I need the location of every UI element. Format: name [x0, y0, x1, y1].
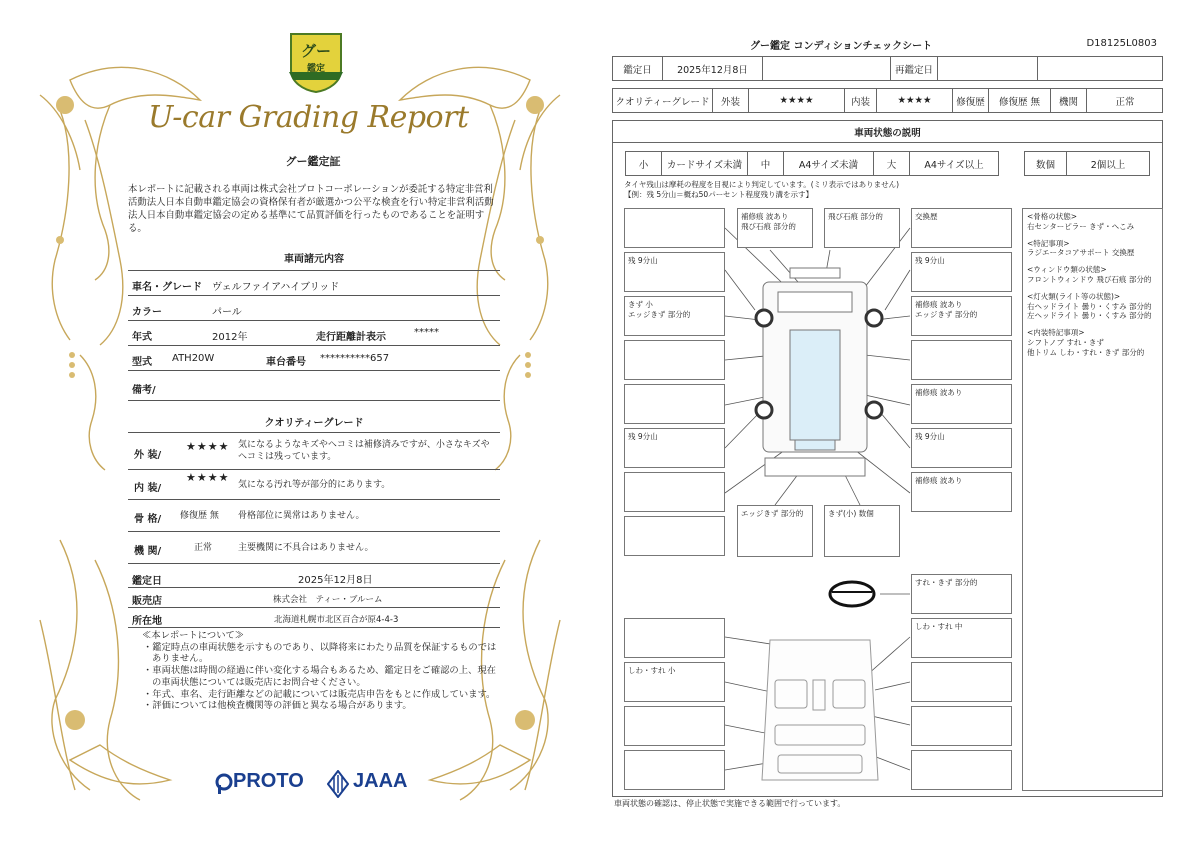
interior-text: 気になる汚れ等が部分的にあります。 — [238, 480, 391, 490]
condition-box-bottom: エッジきず 部分的 — [737, 505, 813, 557]
condition-notes-panel — [1022, 208, 1163, 791]
condition-box-left — [624, 472, 725, 512]
emblem-top-text: グー — [300, 42, 331, 60]
name-value: ヴェルファイアハイブリッド — [212, 282, 340, 293]
document-id: D18125L0803 — [1086, 38, 1157, 49]
history-value: 修復歴 無 — [989, 89, 1051, 112]
condition-box-left: 残 9分山 — [624, 428, 725, 468]
steering-condition-box: すれ・きず 部分的 — [911, 574, 1012, 614]
condition-box-left — [624, 340, 725, 380]
spec-row-remarks — [128, 371, 500, 401]
interior-box-right — [911, 750, 1012, 790]
note-item: ・評価については他検査機関等の評価と異なる場合があります。 — [143, 700, 412, 712]
interior-box-left: しわ・すれ 小 — [624, 662, 725, 702]
info-row-dealer — [128, 588, 500, 608]
mileage-value: ***** — [414, 327, 439, 338]
interior-diagram — [762, 640, 878, 780]
tire-note-line: 【例：残 5分山＝概ね50パーセント程度残り溝を示す】 — [624, 189, 814, 199]
frame-value: 修復歴 無 — [180, 511, 219, 521]
int-stars: ★★★★ — [877, 89, 953, 112]
interior-label: 内 装/ — [134, 483, 162, 494]
spec-row-name — [128, 271, 500, 296]
spec-row-year — [128, 321, 500, 346]
note-item: ・年式、車名、走行距離などの記載については販売店申告をもとに作成しています。 — [143, 688, 496, 700]
interior-box-left — [624, 618, 725, 658]
quality-row-exterior — [128, 433, 500, 470]
interior-box-left — [624, 750, 725, 790]
tire-note-line: タイヤ残山は摩耗の程度を目視により判定しています。(ミリ表示ではありません) — [624, 180, 900, 189]
exterior-label: 外 装/ — [134, 450, 162, 461]
quality-row-interior — [128, 470, 500, 500]
engine-value: 正常 — [194, 543, 213, 553]
proto-logo-text: PROTO — [233, 770, 304, 792]
certificate-heading: グー鑑定証 — [285, 155, 341, 168]
legend-mid-desc: A4サイズ未満 — [784, 152, 874, 175]
interior-notes: <内装特記事項> シフトノブ すれ・きず 他トリム しわ・すれ・きず 部分的 — [1027, 328, 1145, 357]
proto-logo-icon — [215, 773, 233, 795]
name-label: 車名・グレード — [132, 282, 202, 293]
emblem-bottom-text: 鑑定 — [306, 64, 325, 74]
interior-box-right: しわ・すれ 中 — [911, 618, 1012, 658]
condition-box-right: 補修痕 波あり エッジきず 部分的 — [911, 296, 1012, 336]
chassis-value: **********657 — [320, 353, 390, 364]
info-row-date — [128, 566, 500, 588]
chassis-label: 車台番号 — [266, 357, 306, 368]
legend-small: 小 — [626, 152, 662, 175]
frame-notes: <骨格の状態> 右センターピラー きず・へこみ — [1027, 212, 1135, 231]
frame-label: 骨 格/ — [134, 514, 162, 525]
jaaa-logo-icon — [327, 770, 349, 798]
ext-label: 外装 — [713, 89, 749, 112]
interior-box-right — [911, 662, 1012, 702]
condition-box-right — [911, 340, 1012, 380]
engine-text: 主要機関に不具合はありません。 — [238, 543, 374, 553]
legend-count: 数個 — [1025, 152, 1067, 175]
legend-mid: 中 — [748, 152, 784, 175]
footer-note: 車両状態の確認は、停止状態で実施できる範囲で行っています。 — [614, 799, 846, 808]
dealer-value: 株式会社 ティー・ブルーム — [273, 595, 383, 605]
spec-row-color — [128, 296, 500, 321]
date-label: 鑑定日 — [132, 576, 162, 587]
mileage-label: 走行距離計表示 — [316, 332, 386, 343]
sheet-title: グー鑑定 コンディションチェックシート — [750, 41, 933, 52]
year-label: 年式 — [132, 332, 152, 343]
ext-stars: ★★★★ — [749, 89, 845, 112]
model-value: ATH20W — [172, 353, 215, 364]
report-script-title: U-car Grading Report — [148, 100, 469, 135]
date-value: 2025年12月8日 — [298, 575, 373, 586]
condition-box-left — [624, 208, 725, 248]
date-label: 鑑定日 — [613, 57, 663, 80]
legend-small-desc: カードサイズ未満 — [662, 152, 748, 175]
certificate-body: 本レポートに記載される車両は株式会社プロトコーポレーションが委託する特定非営利活動法人日本自動車鑑定協会の資格保有者が厳選かつ公平な検査を行い特定非営利活動法人日本自動車鑑定協会の定める基準にて品質評価を行ったものであることを証明する。 — [128, 184, 494, 234]
exterior-stars: ★★★★ — [186, 440, 230, 453]
engine-value: 正常 — [1115, 96, 1135, 108]
color-label: カラー — [132, 307, 162, 318]
steering-wheel-icon — [830, 582, 874, 606]
condition-box-right: 残 9分山 — [911, 428, 1012, 468]
window-notes: <ウィンドウ類の状態> フロントウィンドウ 飛び石痕 部分的 — [1027, 265, 1152, 284]
history-label: 修復歴 — [953, 89, 989, 112]
condition-box-left — [624, 516, 725, 556]
condition-check-sheet — [600, 0, 1200, 848]
condition-box-top: 補修痕 波あり 飛び石痕 部分的 — [737, 208, 813, 248]
condition-box-right: 残 9分山 — [911, 252, 1012, 292]
exterior-text: 気になるようなキズやヘコミは補修済みですが、小さなキズやヘコミは残っています。 — [238, 440, 490, 462]
quality-section-title: クオリティーグレード — [264, 418, 364, 429]
condition-box-left: きず 小 エッジきず 部分的 — [624, 296, 725, 336]
model-label: 型式 — [132, 357, 152, 368]
remarks-label: 備考/ — [132, 385, 156, 396]
spec-section-title: 車両諸元内容 — [284, 254, 344, 265]
year-value: 2012年 — [212, 332, 248, 343]
light-notes: <灯火類(ライト等の状態)> 右ヘッドライト 曇り・くすみ 部分的 左ヘッドライト 曇り・くすみ 部分的 — [1027, 291, 1152, 321]
footer-logos — [215, 770, 415, 802]
interior-stars: ★★★★ — [186, 471, 230, 484]
spec-row-model — [128, 346, 500, 371]
engine-label: 機関 — [1051, 89, 1087, 112]
legend-count-desc: 2個以上 — [1090, 159, 1126, 171]
dealer-label: 販売店 — [132, 596, 162, 607]
section-title: 車両状態の説明 — [613, 121, 1162, 143]
address-value: 北海道札幌市北区百合が原4-4-3 — [274, 615, 399, 625]
frame-text: 骨格部位に異常はありません。 — [238, 511, 365, 521]
address-label: 所在地 — [132, 616, 162, 627]
condition-box-left: 残 9分山 — [624, 252, 725, 292]
condition-box-right: 交換歴 — [911, 208, 1012, 248]
engine-label: 機 関/ — [134, 546, 162, 557]
color-value: パール — [212, 307, 242, 318]
condition-box-right: 補修痕 波あり — [911, 384, 1012, 424]
interior-box-right — [911, 706, 1012, 746]
jaaa-logo-text: JAAA — [353, 770, 408, 792]
interior-box-left — [624, 706, 725, 746]
info-row-address — [128, 608, 500, 628]
condition-box-bottom: きず(小) 数個 — [824, 505, 900, 557]
grade-label: クオリティーグレード — [613, 89, 713, 112]
quality-row-frame — [128, 500, 500, 532]
legend-large: 大 — [874, 152, 910, 175]
special-notes: <特記事項> ラジエータコアサポート 交換歴 — [1027, 238, 1135, 258]
condition-box-right: 補修痕 波あり — [911, 472, 1012, 512]
condition-box-left — [624, 384, 725, 424]
redate-label: 再鑑定日 — [891, 57, 938, 80]
int-label: 内装 — [845, 89, 877, 112]
legend-large-desc: A4サイズ以上 — [924, 159, 984, 171]
notes-title: ≪本レポートについて≫ — [142, 630, 245, 641]
goo-emblem — [287, 30, 345, 94]
date-value: 2025年12月8日 — [663, 57, 763, 80]
condition-box-top: 飛び石痕 部分的 — [824, 208, 900, 248]
note-item: ・車両状態は時間の経過に伴い変化する場合もあるため、鑑定日をご確認の上、現在の車両状態については販売店にお問合せください。 — [143, 665, 496, 688]
report-notes — [140, 630, 500, 712]
note-item: ・鑑定時点の車両状態を示すものであり、以降将来にわたり品質を保証するものではありません。 — [143, 641, 497, 665]
quality-row-engine — [128, 532, 500, 564]
